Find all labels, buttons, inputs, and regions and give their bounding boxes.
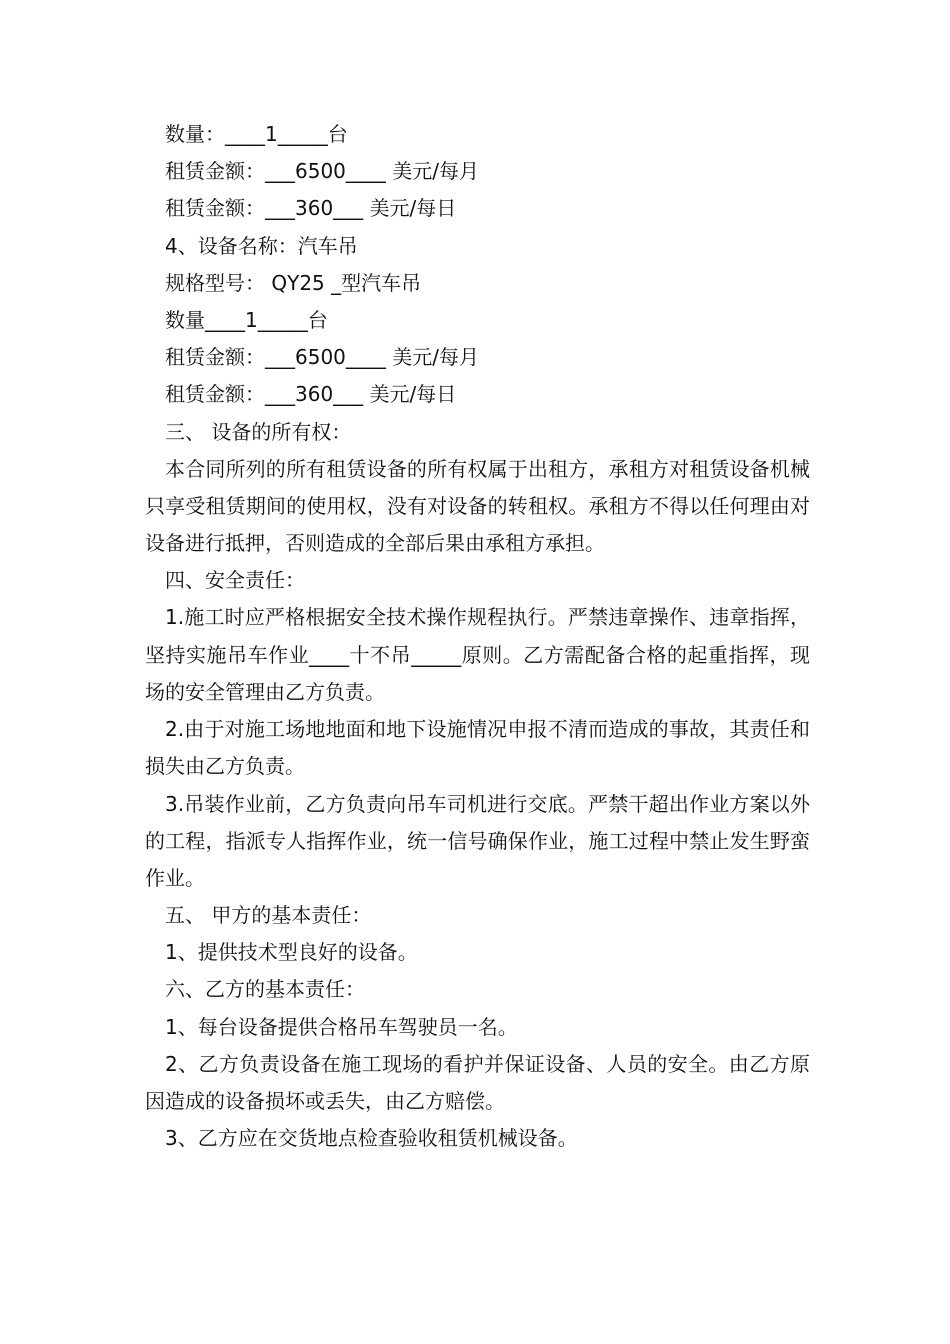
party-b-item: 2、乙方负责设备在施工现场的看护并保证设备、人员的安全。由乙方原因造成的设备损坏或丢失，由乙方赔偿。	[145, 1051, 810, 1114]
rental-monthly-line: 租赁金额：___6500____ 美元/每月	[165, 345, 479, 370]
safety-item: 3.吊装作业前，乙方负责向吊车司机进行交底。严禁干超出作业方案以外的工程，指派专人指挥作业，统一信号确保作业，施工过程中禁止发生野蛮作业。	[145, 791, 810, 890]
rental-daily-line: 租赁金额：___360___ 美元/每日	[165, 382, 457, 407]
safety-item: 2.由于对施工场地地面和地下设施情况申报不清而造成的事故，其责任和损失由乙方负责。	[145, 717, 810, 779]
rental-daily-line: 租赁金额：___360___ 美元/每日	[165, 196, 457, 221]
section-heading-party-a: 五、 甲方的基本责任：	[165, 903, 372, 928]
document-body	[145, 116, 810, 1157]
section-heading-ownership: 三、 设备的所有权：	[165, 419, 352, 444]
party-a-item: 1、提供技术型良好的设备。	[165, 940, 418, 965]
equipment-name-line: 4、设备名称：汽车吊	[165, 233, 358, 258]
ownership-paragraph: 本合同所列的所有租赁设备的所有权属于出租方，承租方对租赁设备机械只享受租赁期间的使用权，没有对设备的转租权。承租方不得以任何理由对设备进行抵押，否则造成的全部后果由承租方承担。	[145, 456, 810, 556]
quantity-line: 数量：____1_____台	[165, 122, 348, 146]
section-heading-party-b: 六、乙方的基本责任：	[165, 977, 365, 1002]
party-b-item: 3、乙方应在交货地点检查验收租赁机械设备。	[165, 1126, 578, 1151]
rental-monthly-line: 租赁金额：___6500____ 美元/每月	[165, 159, 479, 184]
model-spec-line: 规格型号： QY25 _型汽车吊	[165, 270, 422, 295]
section-heading-safety: 四、安全责任：	[165, 568, 305, 593]
quantity-line: 数量____1_____台	[165, 307, 328, 332]
safety-item: 1.施工时应严格根据安全技术操作规程执行。严禁违章操作、违章指挥，坚持实施吊车作业____十不吊_____原则。乙方需配备合格的起重指挥，现场的安全管理由乙方负责。	[145, 605, 810, 704]
party-b-item: 1、每台设备提供合格吊车驾驶员一名。	[165, 1014, 518, 1039]
